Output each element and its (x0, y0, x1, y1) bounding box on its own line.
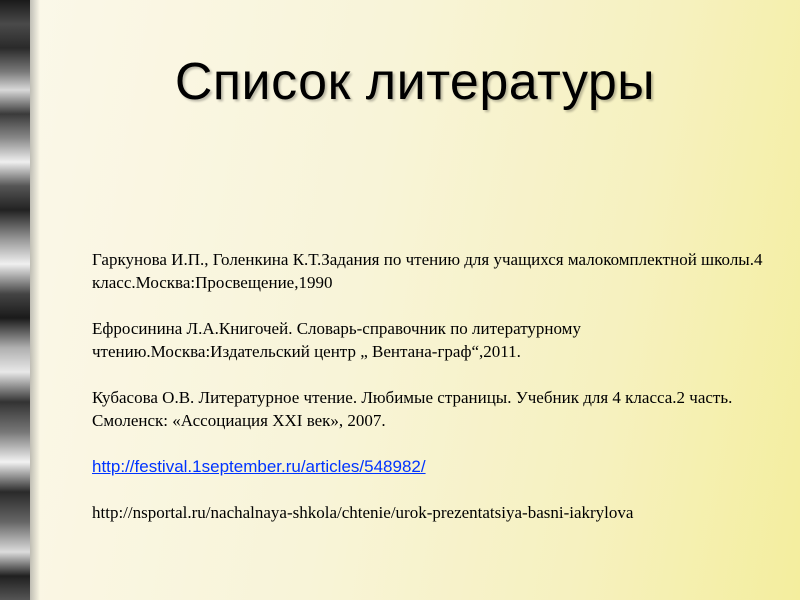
bibliography-entry-url: http://nsportal.ru/nachalnaya-shkola/chtenie/urok-prezentatsiya-basni-iakrylova (92, 503, 634, 522)
festival-link[interactable]: http://festival.1september.ru/articles/548982/ (92, 457, 426, 476)
bibliography-entry-3: Кубасова О.В. Литературное чтение. Любимые страницы. Учебник для 4 класса.2 часть. Смоленск: «Ассоциация XXI век», 2007. (92, 388, 733, 430)
bibliography-entry-2: Ефросинина Л.А.Книгочей. Словарь-справочник по литературному чтению.Москва:Издательский центр „ Вентана-граф“,2011. (92, 319, 581, 361)
bibliography-entry-1: Гаркунова И.П., Голенкина К.Т.Задания по чтению для учащихся малокомплектной школы.4 класс.Москва:Просвещение,1990 (92, 250, 763, 292)
bibliography-list (92, 248, 792, 547)
slide-title: Список литературы (174, 53, 656, 111)
decorative-film-strip (0, 0, 30, 600)
bibliography-entry-link-wrapper (92, 455, 792, 478)
